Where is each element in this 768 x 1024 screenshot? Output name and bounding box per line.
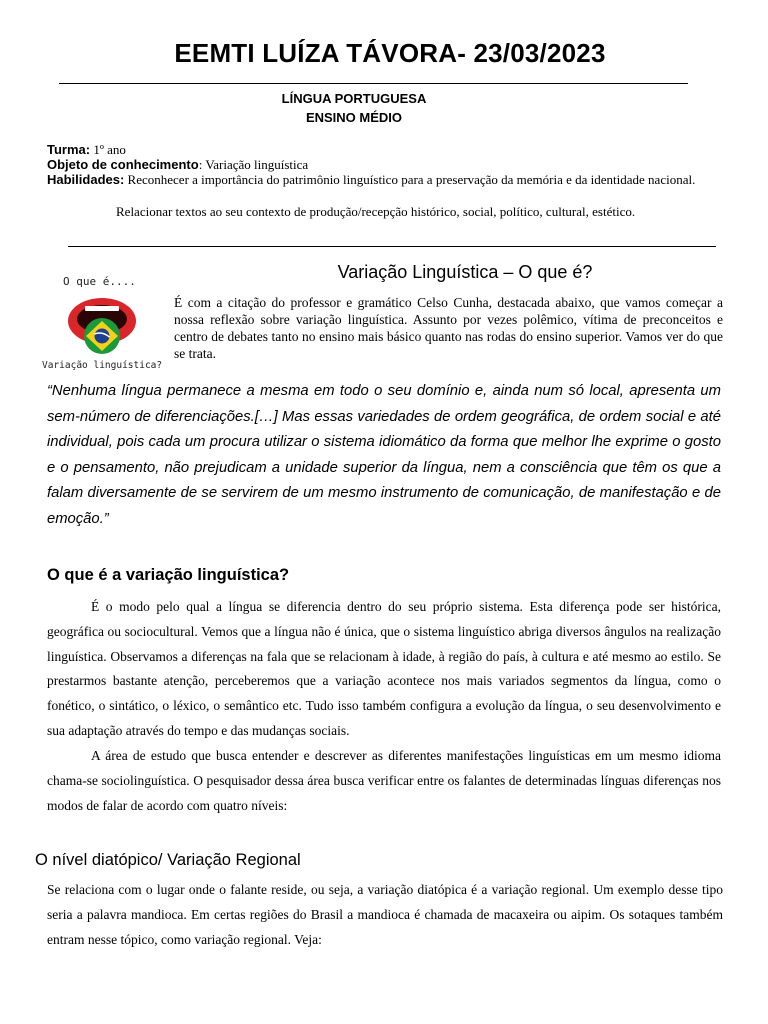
- what-is-paragraph-2: A área de estudo que busca entender e descrever as diferentes manifestações linguísticas em um mesmo idioma chama-se sociolinguística. O pesquisador dessa área busca verificar entre os falantes de determinadas línguas diferenças nos modos de falar de acordo com quatro níveis:: [47, 748, 721, 813]
- level-label: ENSINO MÉDIO: [305, 110, 403, 125]
- intro-paragraph: É com a citação do professor e gramático Celso Cunha, destacada abaixo, que vamos começar a nossa reflexão sobre variação linguística. Assunto por vezes polêmico, vítima de preconceitos e centro de debates tanto no ensino mais básico quanto nas rodas do ensino superior. Vamos ver do que se trata.: [174, 295, 723, 361]
- objeto-line: [47, 157, 308, 172]
- illustration-caption-bottom: Variação linguística?: [42, 360, 163, 371]
- mouth-flag-icon: [41, 269, 165, 372]
- habilidades-line: [47, 172, 724, 187]
- what-is-heading: O que é a variação linguística?: [47, 566, 290, 584]
- objeto-value: : Variação linguística: [198, 157, 309, 172]
- diatopic-heading: O nível diatópico/ Variação Regional: [35, 851, 301, 869]
- illustration-caption-top: O que é....: [63, 275, 136, 288]
- turma-label: Turma:: [47, 142, 91, 157]
- habilidades-line-2: Relacionar textos ao seu contexto de produção/recepção histórico, social, político, cultural, estético.: [116, 204, 636, 219]
- section-title: Variação Linguística – O que é?: [337, 262, 593, 282]
- habilidades-value: Reconhecer a importância do patrimônio linguístico para a preservação da memória e da identidade nacional.: [124, 172, 696, 187]
- habilidades-label: Habilidades:: [47, 172, 125, 187]
- document-title: EEMTI LUÍZA TÁVORA- 23/03/2023: [174, 38, 606, 68]
- meta-divider: [68, 246, 716, 247]
- subject-label: LÍNGUA PORTUGUESA: [281, 91, 427, 106]
- what-is-paragraph-1: É o modo pelo qual a língua se diferencia dentro do seu próprio sistema. Esta diferença pode ser histórica, geográfica ou sociocultural. Vemos que a língua não é única, que o sistema linguístico abriga diversos ângulos na realização linguística. Observamos a diferenças na fala que se relacionam à idade, à região do país, à cultura e até mesmo ao estilo. Se prestarmos bastante atenção, perceberemos que a variação acontece nos mais variados segmentos da língua, como o fonético, o sintático, o léxico, o semântico etc. Tudo isso também configura a evolução da língua, o seu desenvolvimento e sua adaptação através do tempo e das mudanças sociais.: [47, 599, 721, 738]
- title-divider: [59, 83, 688, 84]
- turma-line: [47, 142, 126, 157]
- diatopic-paragraph: Se relaciona com o lugar onde o falante reside, ou seja, a variação diatópica é a variação regional. Um exemplo desse tipo seria a palavra mandioca. Em certas regiões do Brasil a mandioca é chamada de macaxeira ou aipim. Os sotaques também entram nesse tópico, como variação regional. Veja:: [47, 882, 723, 947]
- celso-cunha-quote: “Nenhuma língua permanece a mesma em todo o seu domínio e, ainda num só local, apresenta um sem-número de diferenciações.[…] Mas essas variedades de ordem geográfica, de ordem social e até individual, pois cada um procura utilizar o sistema idiomático da forma que melhor lhe exprime o gosto e o pensamento, não prejudicam a unidade superior da língua, nem a consciência que têm os que a falam diversamente de se servirem de um mesmo instrumento de comunicação, de manifestação e de emoção.”: [47, 383, 721, 527]
- objeto-label: Objeto de conhecimento: [47, 157, 199, 172]
- turma-value: 1º ano: [90, 142, 126, 157]
- variation-illustration: [41, 269, 165, 372]
